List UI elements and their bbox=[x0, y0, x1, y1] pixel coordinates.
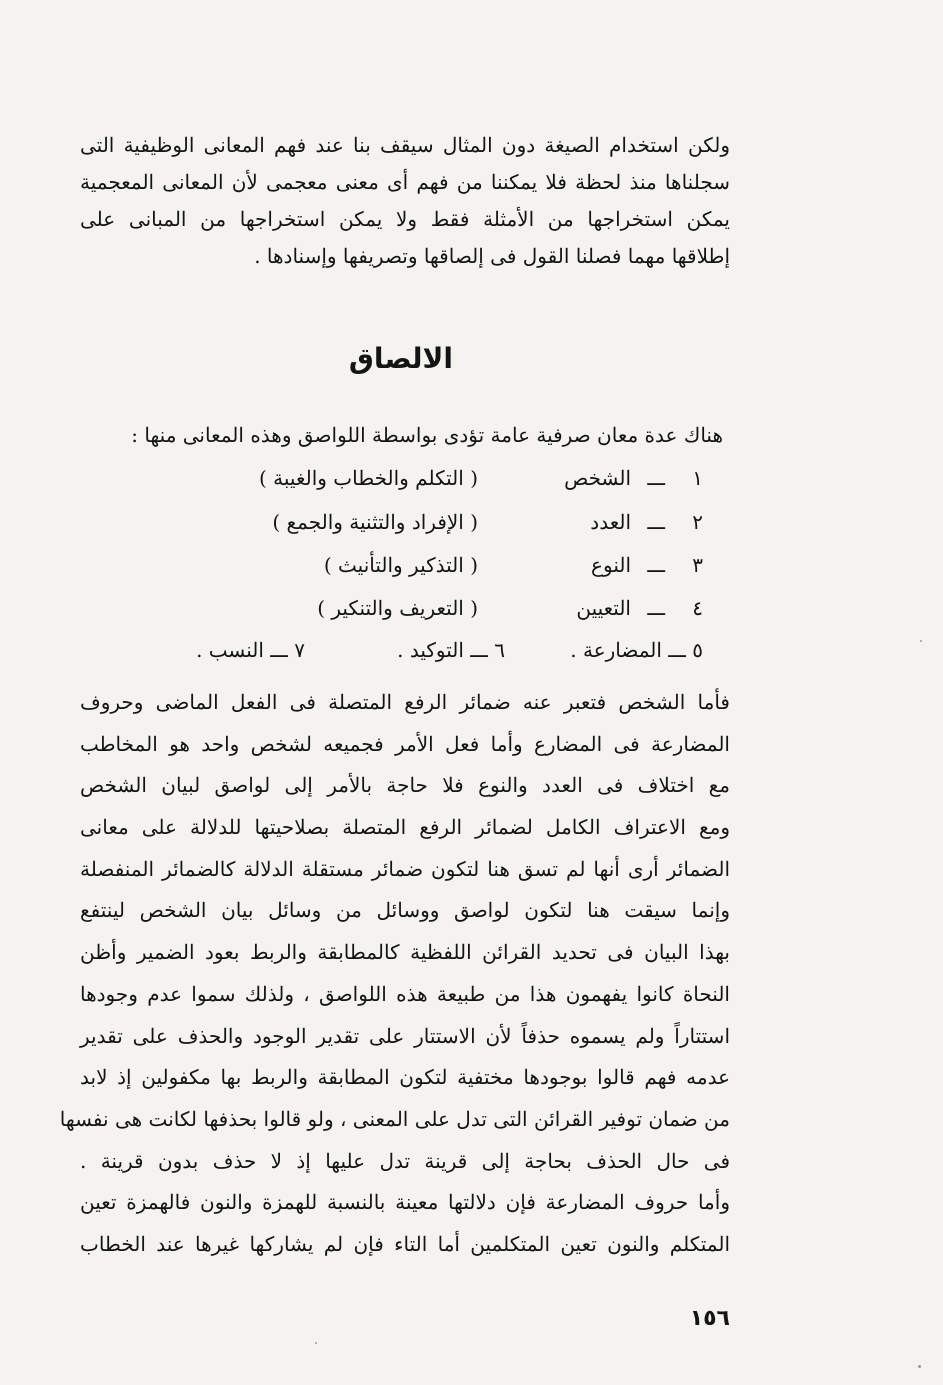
page-number: ١٥٦ bbox=[689, 1306, 730, 1331]
list-item-number: ٤ bbox=[692, 596, 703, 620]
text-line: سجلناها منذ لحظة فلا يمكننا من فهم أى معنى معجمى لأن المعانى المعجمية bbox=[80, 170, 730, 194]
list-dash: ـــ bbox=[647, 466, 665, 490]
list-item-term: التوكيد . bbox=[397, 638, 464, 662]
list-dash: ـــ bbox=[463, 638, 488, 662]
text-line: إطلاقها مهما فصلنا القول فى إلصاقها وتصريفها وإسنادها . bbox=[254, 244, 730, 268]
list-item-description: ( التعريف والتنكير ) bbox=[317, 596, 478, 620]
list-dash: ـــ bbox=[647, 510, 665, 534]
text-line: من ضمان توفير القرائن التى تدل على المعنى ، ولو قالوا بحذفها لكانت هى نفسها bbox=[59, 1106, 730, 1131]
intro-paragraph bbox=[80, 133, 730, 281]
text-line: استتاراً ولم يسموه حذفاً لأن الاستتار على تقدير الوجود والحذف على تقدير bbox=[80, 1023, 730, 1048]
paper-speck bbox=[918, 1365, 921, 1368]
list-dash: ـــ bbox=[661, 638, 686, 662]
text-line: مع اختلاف فى العدد والنوع فلا حاجة بالأمر إلى لواصق لبيان الشخص bbox=[80, 773, 730, 798]
list-item-number: ١ bbox=[692, 466, 703, 490]
list-item-term: النوع bbox=[591, 553, 631, 577]
list-item bbox=[223, 466, 703, 494]
list-dash: ـــ bbox=[263, 638, 288, 662]
body-paragraphs bbox=[59, 690, 730, 1274]
text-line: وإنما سيقت هنا لتكون لواصق ووسائل من وسائل بيان الشخص لينتفع bbox=[80, 898, 730, 923]
text-line: فأما الشخص فتعبر عنه ضمائر الرفع المتصلة فى الفعل الماضى وحروف bbox=[80, 690, 730, 714]
list-item bbox=[223, 596, 703, 624]
text-line: فى حال الحذف بحاجة إلى قرينة تدل عليها إذ لا حذف بدون قرينة . bbox=[80, 1148, 730, 1173]
list-item-term: التعيين bbox=[576, 596, 631, 620]
text-line: الضمائر أرى أنها لم تسق هنا لتكون ضمائر مستقلة الدلالة كالضمائر المنفصلة bbox=[80, 856, 730, 881]
text-line: ولكن استخدام الصيغة دون المثال سيقف بنا عند فهم المعانى الوظيفية التى bbox=[80, 133, 730, 157]
text-line: وأما حروف المضارعة فإن دلالتها معينة بالنسبة للهمزة والنون فالهمزة تعين bbox=[80, 1190, 730, 1215]
list-item bbox=[397, 638, 505, 662]
list-last-row bbox=[83, 638, 703, 666]
list-item-term: الشخص bbox=[564, 466, 631, 490]
text-line: النحاة كانوا يفهمون هذا من طبيعة هذه اللواصق ، ولذلك سموا عدم وجودها bbox=[80, 981, 730, 1006]
list-item-description: ( التذكير والتأنيث ) bbox=[323, 553, 478, 577]
list-dash: ـــ bbox=[647, 553, 665, 577]
list-item-number: ٢ bbox=[692, 510, 703, 534]
list-item-term: العدد bbox=[590, 510, 631, 534]
list-item bbox=[570, 638, 703, 662]
list-item-number: ٣ bbox=[692, 553, 703, 577]
list-item-number: ٦ bbox=[494, 638, 505, 662]
paper-speck bbox=[920, 640, 922, 642]
list-dash: ـــ bbox=[647, 596, 665, 620]
list-item-description: ( الإفراد والتثنية والجمع ) bbox=[272, 510, 478, 534]
list-item-term: المضارعة . bbox=[570, 638, 662, 662]
list-item-description: ( التكلم والخطاب والغيبة ) bbox=[259, 466, 478, 490]
list-item-term: النسب . bbox=[196, 638, 264, 662]
text-line: المتكلم والنون تعين المتكلمين أما التاء فإن لم يشاركها غيرها عند الخطاب bbox=[80, 1231, 730, 1256]
list-item bbox=[223, 510, 703, 538]
text-line: يمكن استخراجها من الأمثلة فقط ولا يمكن استخراجها من المبانى على bbox=[80, 207, 730, 231]
section-heading: الالصاق bbox=[348, 342, 453, 375]
list-item-number: ٧ bbox=[294, 638, 305, 662]
list-item-number: ٥ bbox=[692, 638, 703, 662]
text-line: ومع الاعتراف الكامل لضمائر الرفع المتصلة بصلاحيتها للدلالة على معانى bbox=[80, 815, 730, 840]
text-line: المضارعة فى المضارع وأما فعل الأمر فجميعه لشخص واحد هو المخاطب bbox=[80, 731, 730, 756]
list-item bbox=[223, 553, 703, 581]
text-line: بهذا البيان فى تحديد القرائن اللفظية كالمطابقة والربط بعود الضمير وأظن bbox=[80, 940, 730, 965]
list-item bbox=[196, 638, 305, 662]
text-line: عدمه فهم قالوا بوجودها مختفية لتكون المطابقة والربط بها مكفولين إذ لابد bbox=[80, 1065, 730, 1090]
paper-speck bbox=[315, 1342, 317, 1344]
list-intro-line: هناك عدة معان صرفية عامة تؤدى بواسطة اللواصق وهذه المعانى منها : bbox=[131, 423, 723, 447]
